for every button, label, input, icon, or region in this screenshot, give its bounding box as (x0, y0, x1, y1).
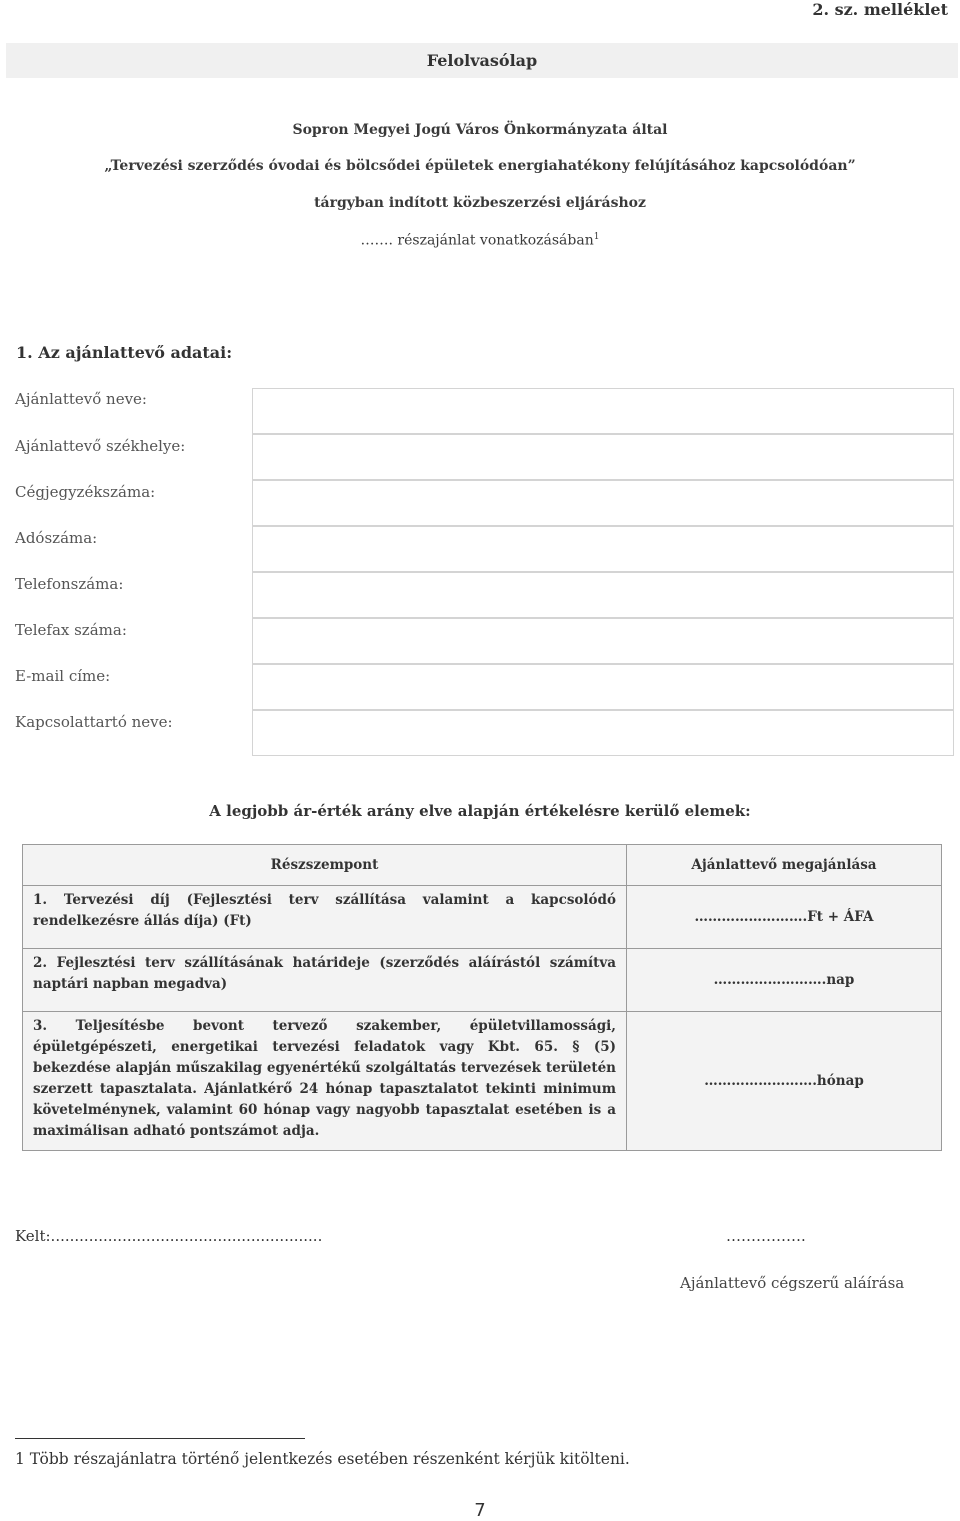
field-label-seat: Ajánlattevő székhelye: (15, 437, 186, 455)
header-criterion: Részszempont (23, 845, 627, 886)
contact-name-field[interactable] (252, 710, 954, 756)
signature-label: Ajánlattevő cégszerű aláírása (680, 1274, 905, 1292)
tax-number-field[interactable] (252, 526, 954, 572)
evaluation-title: A legjobb ár-érték arány elve alapján értékelésre kerülő elemek: (209, 802, 751, 820)
field-label-registration: Cégjegyzékszáma: (15, 483, 156, 501)
subject-line: „Tervezési szerződés óvodai és bölcsődei épületek energiahatékony felújításához kapcsolódóan” (104, 158, 856, 174)
lot-line (0, 232, 960, 249)
page-number: 7 (474, 1500, 486, 1521)
section-bidder-title: 1. Az ajánlattevő adatai: (16, 343, 233, 362)
bidder-name-field[interactable] (252, 388, 954, 434)
bidder-seat-field[interactable] (252, 434, 954, 480)
phone-field[interactable] (252, 572, 954, 618)
fax-field[interactable] (252, 618, 954, 664)
evaluation-table (22, 844, 942, 1151)
field-label-phone: Telefonszáma: (15, 575, 124, 593)
offer-experience-field[interactable]: …………………….hónap (627, 1012, 942, 1151)
offer-deadline-field[interactable]: …………………….nap (627, 949, 942, 1012)
table-row (23, 886, 942, 949)
issuer-line: Sopron Megyei Jogú Város Önkormányzata által (292, 122, 668, 138)
registration-number-field[interactable] (252, 480, 954, 526)
offer-fee-field[interactable]: …………………….Ft + ÁFA (627, 886, 942, 949)
table-row (23, 949, 942, 1012)
footnote-ref: 1 (593, 232, 600, 242)
criterion-deadline: 2. Fejlesztési terv szállításának határideje (szerződés aláírástól számítva naptári napban megadva) (23, 949, 627, 1012)
signature-line: ……………. (726, 1227, 806, 1245)
criterion-experience: 3. Teljesítésbe bevont tervező szakember, épületvillamossági, épületgépészeti, energetikai tervezési feladatok vagy Kbt. 65. § (5) bekezdése alapján műszakilag egyenértékű szolgáltatás tervezések területén szerzett tapasztalata. Ajánlatkérő 24 hónap tapasztalatot tekinti minimum követelménynek, valamint 60 hónap vagy nagyobb tapasztalat esetében is a maximálisan adható pontszámot adja. (23, 1012, 627, 1151)
footnote-divider (15, 1438, 305, 1439)
criterion-fee: 1. Tervezési díj (Fejlesztési terv szállítása valamint a kapcsolódó rendelkezésre állás díja) (Ft) (23, 886, 627, 949)
document-title-bar (6, 43, 958, 78)
table-row (23, 1012, 942, 1151)
header-offer: Ajánlattevő megajánlása (627, 845, 942, 886)
annex-label: 2. sz. melléklet (812, 0, 948, 19)
lot-text: ……. részajánlat vonatkozásában (360, 232, 594, 249)
email-field[interactable] (252, 664, 954, 710)
field-label-contact: Kapcsolattartó neve: (15, 713, 173, 731)
procedure-line: tárgyban indított közbeszerzési eljáráshoz (314, 195, 646, 211)
document-title: Felolvasólap (426, 51, 538, 70)
field-label-fax: Telefax száma: (15, 621, 127, 639)
field-label-email: E-mail címe: (15, 667, 111, 685)
evaluation-header-row (23, 845, 942, 886)
field-label-name: Ajánlattevő neve: (15, 390, 147, 408)
field-label-tax: Adószáma: (15, 529, 98, 547)
place-date-field[interactable]: Kelt:......................................................... (15, 1227, 323, 1245)
footnote-text: 1 Több részajánlatra történő jelentkezés esetében részenként kérjük kitölteni. (15, 1450, 630, 1468)
